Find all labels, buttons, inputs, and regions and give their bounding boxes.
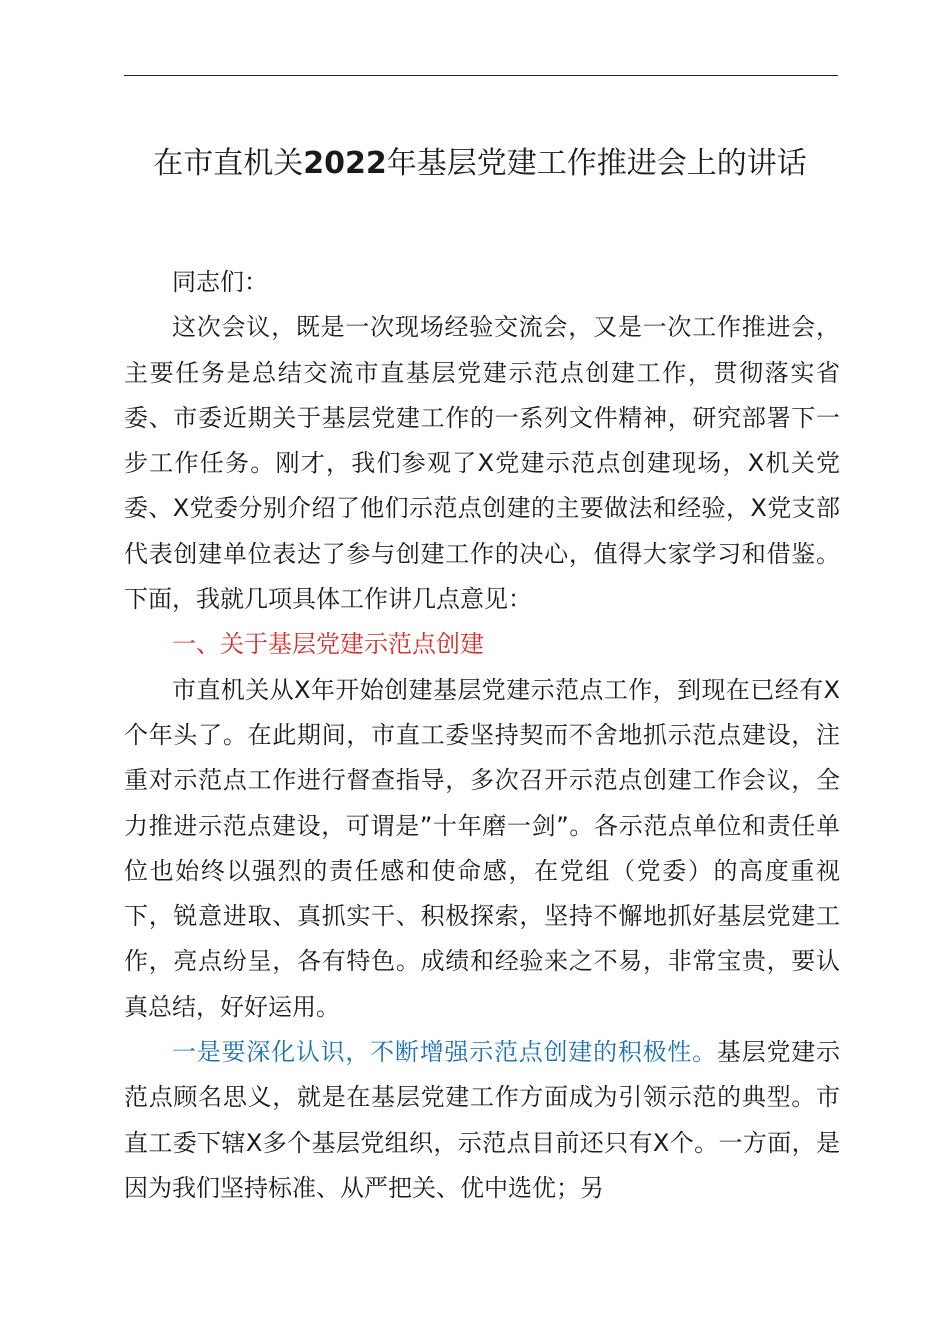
section-heading: 一、关于基层党建示范点创建 — [172, 630, 484, 659]
section-paragraph: 市直机关从X年开始创建基层党建示范点工作，到现在已经有X个年头了。在此期间，市直工委坚持契而不舍地抓示范点建设，注重对示范点工作进行督查指导，多次召开示范点创建工作会议，全力推进示范点建设，可谓是”十年磨一剑”。各示范点单位和责任单位也始终以强烈的责任感和使命感，在党组（党委）的高度重视下，锐意进取、真抓实干、积极探索，坚持不懈地抓好基层党建工作，亮点纷呈，各有特色。成绩和经验来之不易，非常宝贵，要认真总结，好好运用。 — [124, 675, 840, 1021]
point-lead: 一是要深化认识，不断增强示范点创建的积极性。 — [172, 1038, 717, 1067]
document-body — [124, 260, 840, 1211]
header-rule — [124, 75, 838, 76]
salutation: 同志们： — [172, 268, 268, 296]
intro-paragraph: 这次会议，既是一次现场经验交流会，又是一次工作推进会，主要任务是总结交流市直基层党建示范点创建工作，贯彻落实省委、市委近期关于基层党建工作的一系列文件精神，研究部署下一步工作任务。刚才，我们参观了X党建示范点创建现场，X机关党委、X党委分别介绍了他们示范点创建的主要做法和经验，X党支部代表创建单位表达了参与创建工作的决心，值得大家学习和借鉴。下面，我就几项具体工作讲几点意见： — [124, 313, 840, 614]
point-body: 基层党建示范点顾名思义，就是在基层党建工作方面成为引领示范的典型。市直工委下辖X多个基层党组织，示范点目前还只有X个。一方面，是因为我们坚持标准、从严把关、优中选优；另 — [124, 1038, 840, 1202]
page-title — [100, 140, 860, 188]
point-paragraph — [124, 1030, 840, 1211]
title-prefix: 在市直机关 — [153, 146, 304, 181]
title-suffix: 年基层党建工作推进会上的讲话 — [386, 146, 807, 181]
title-year: 2022 — [303, 146, 387, 181]
